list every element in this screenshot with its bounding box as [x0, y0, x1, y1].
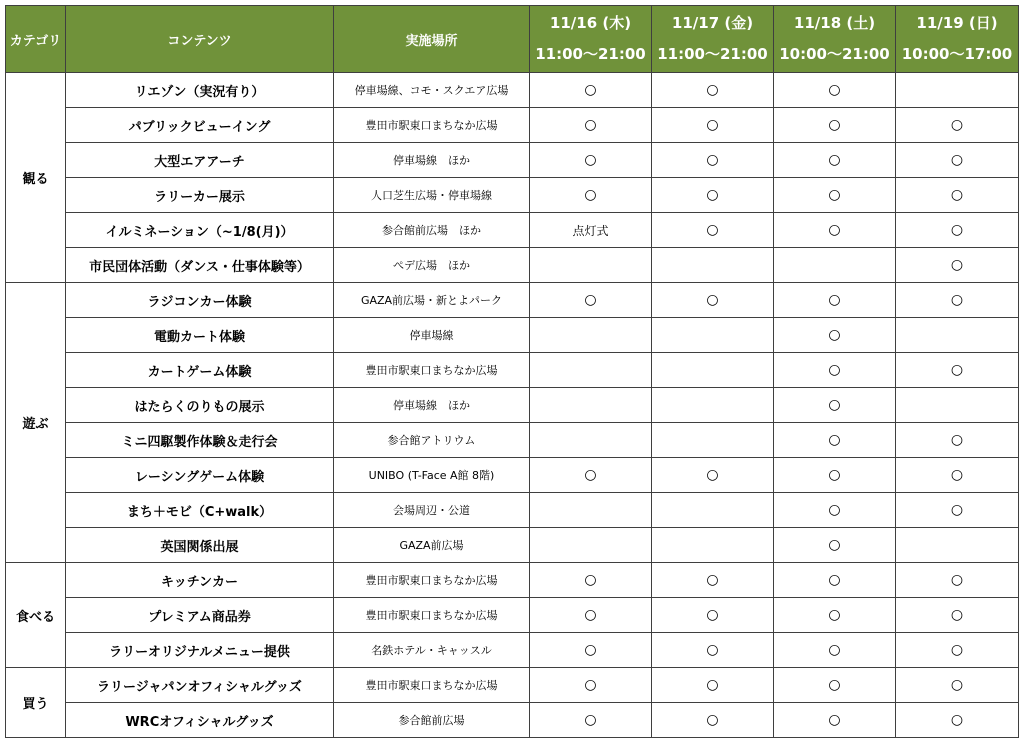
- table-row: [6, 598, 1019, 633]
- circle-mark: ○: [584, 117, 597, 133]
- day-1-mark: [530, 143, 652, 178]
- place-cell: 豊田市駅東口まちなか広場: [334, 563, 530, 598]
- place-cell: ぺデ広場 ほか: [334, 248, 530, 283]
- circle-mark: ○: [950, 117, 964, 133]
- day-2-mark: [652, 108, 774, 143]
- place-cell: GAZA前広場: [334, 528, 530, 563]
- day-2-mark: [652, 178, 774, 213]
- circle-mark: ○: [706, 152, 719, 168]
- table-row: [6, 633, 1019, 668]
- category-cell: 食べる: [6, 563, 66, 668]
- day-2-mark: [652, 283, 774, 318]
- place-cell: 名鉄ホテル・キャッスル: [334, 633, 530, 668]
- day-1-mark: [530, 703, 652, 738]
- day-3-mark: [774, 703, 896, 738]
- table-row: [6, 388, 1019, 423]
- day-2-mark: [652, 423, 774, 458]
- circle-mark: ○: [950, 642, 964, 658]
- day-3-mark: [774, 283, 896, 318]
- day-date: 11/17 (金): [671, 14, 754, 32]
- day-4-mark: [896, 668, 1019, 703]
- content-cell: パブリックビューイング: [66, 108, 334, 143]
- day-1-mark: [530, 528, 652, 563]
- day-4-mark: [896, 458, 1019, 493]
- header-row: [6, 6, 1019, 73]
- place-cell: UNIBO (T-Face A館 8階): [334, 458, 530, 493]
- circle-mark: ○: [828, 117, 841, 133]
- place-cell: 豊田市駅東口まちなか広場: [334, 598, 530, 633]
- day-1-mark: [530, 73, 652, 108]
- day-4-mark: [896, 73, 1019, 108]
- day-time: 10:00～17:00: [901, 45, 1013, 63]
- day-2-mark: [652, 703, 774, 738]
- day-1-mark: [530, 388, 652, 423]
- circle-mark: ○: [706, 82, 719, 98]
- circle-mark: ○: [950, 222, 964, 238]
- place-cell: 停車場線: [334, 318, 530, 353]
- day-4-mark: [896, 248, 1019, 283]
- table-row: [6, 423, 1019, 458]
- circle-mark: ○: [828, 82, 841, 98]
- day-time: 10:00～21:00: [779, 45, 890, 63]
- circle-mark: ○: [950, 152, 964, 168]
- circle-mark: ○: [828, 502, 841, 518]
- category-cell: 観る: [6, 73, 66, 283]
- circle-mark: ○: [828, 642, 841, 658]
- content-cell: イルミネーション（~1/8(月)）: [66, 213, 334, 248]
- circle-mark: ○: [950, 257, 964, 273]
- circle-mark: ○: [828, 432, 841, 448]
- circle-mark: ○: [828, 152, 841, 168]
- day-2-mark: [652, 633, 774, 668]
- day-3-mark: [774, 108, 896, 143]
- day-3-mark: [774, 528, 896, 563]
- place-cell: 参合館前広場: [334, 703, 530, 738]
- content-cell: WRCオフィシャルグッズ: [66, 703, 334, 738]
- mark-text: 点灯式: [572, 223, 609, 238]
- table-row: [6, 703, 1019, 738]
- day-2-mark: [652, 528, 774, 563]
- place-cell: 豊田市駅東口まちなか広場: [334, 108, 530, 143]
- circle-mark: ○: [828, 327, 841, 343]
- place-cell: 参合館前広場 ほか: [334, 213, 530, 248]
- day-4-mark: [896, 178, 1019, 213]
- circle-mark: ○: [828, 362, 841, 378]
- day-4-mark: [896, 143, 1019, 178]
- day-1-mark: [530, 458, 652, 493]
- table-row: [6, 213, 1019, 248]
- day-3-mark: [774, 493, 896, 528]
- day-date: 11/18 (土): [793, 14, 876, 32]
- header-category: カテゴリ: [6, 6, 66, 73]
- day-2-mark: [652, 143, 774, 178]
- day-2-mark: [652, 563, 774, 598]
- table-row: [6, 73, 1019, 108]
- day-2-mark: [652, 318, 774, 353]
- event-schedule-table: [5, 5, 1019, 738]
- circle-mark: ○: [950, 187, 964, 203]
- circle-mark: ○: [584, 187, 597, 203]
- circle-mark: ○: [828, 572, 841, 588]
- day-3-mark: [774, 388, 896, 423]
- table-row: [6, 563, 1019, 598]
- day-1-mark: [530, 108, 652, 143]
- day-2-mark: [652, 493, 774, 528]
- day-date: 11/19 (日): [916, 14, 998, 32]
- day-2-mark: [652, 388, 774, 423]
- day-1-mark: [530, 213, 652, 248]
- day-date: 11/16 (木): [549, 14, 632, 32]
- day-3-mark: [774, 213, 896, 248]
- circle-mark: ○: [584, 677, 597, 693]
- circle-mark: ○: [950, 712, 964, 728]
- header-day-2: [652, 6, 774, 73]
- day-3-mark: [774, 178, 896, 213]
- content-cell: 大型エアアーチ: [66, 143, 334, 178]
- day-1-mark: [530, 598, 652, 633]
- schedule-body: [6, 73, 1019, 738]
- day-4-mark: [896, 388, 1019, 423]
- category-cell: 遊ぶ: [6, 283, 66, 563]
- content-cell: ラリーオリジナルメニュー提供: [66, 633, 334, 668]
- table-row: [6, 248, 1019, 283]
- day-2-mark: [652, 598, 774, 633]
- table-row: [6, 353, 1019, 388]
- circle-mark: ○: [828, 467, 841, 483]
- day-4-mark: [896, 633, 1019, 668]
- circle-mark: ○: [706, 642, 719, 658]
- content-cell: ラリーカー展示: [66, 178, 334, 213]
- place-cell: 豊田市駅東口まちなか広場: [334, 353, 530, 388]
- circle-mark: ○: [828, 607, 841, 623]
- day-2-mark: [652, 248, 774, 283]
- content-cell: プレミアム商品券: [66, 598, 334, 633]
- day-3-mark: [774, 563, 896, 598]
- place-cell: 停車場線 ほか: [334, 388, 530, 423]
- day-3-mark: [774, 248, 896, 283]
- content-cell: ラジコンカー体験: [66, 283, 334, 318]
- content-cell: リエゾン（実況有り）: [66, 73, 334, 108]
- day-1-mark: [530, 563, 652, 598]
- day-1-mark: [530, 633, 652, 668]
- table-row: [6, 108, 1019, 143]
- circle-mark: ○: [950, 292, 964, 308]
- circle-mark: ○: [584, 572, 597, 588]
- content-cell: ミニ四駆製作体験＆走行会: [66, 423, 334, 458]
- circle-mark: ○: [584, 642, 597, 658]
- day-2-mark: [652, 73, 774, 108]
- circle-mark: ○: [828, 537, 841, 553]
- circle-mark: ○: [950, 432, 964, 448]
- circle-mark: ○: [706, 292, 719, 308]
- day-3-mark: [774, 668, 896, 703]
- circle-mark: ○: [706, 572, 719, 588]
- day-3-mark: [774, 353, 896, 388]
- table-row: [6, 458, 1019, 493]
- header-day-4: [896, 6, 1019, 73]
- day-1-mark: [530, 283, 652, 318]
- circle-mark: ○: [828, 677, 841, 693]
- day-3-mark: [774, 423, 896, 458]
- day-2-mark: [652, 458, 774, 493]
- place-cell: GAZA前広場・新とよパーク: [334, 283, 530, 318]
- day-1-mark: [530, 493, 652, 528]
- circle-mark: ○: [828, 292, 841, 308]
- day-3-mark: [774, 458, 896, 493]
- day-1-mark: [530, 423, 652, 458]
- circle-mark: ○: [584, 82, 597, 98]
- circle-mark: ○: [706, 607, 719, 623]
- day-3-mark: [774, 598, 896, 633]
- circle-mark: ○: [706, 187, 719, 203]
- table-row: [6, 668, 1019, 703]
- header-contents: コンテンツ: [66, 6, 334, 73]
- circle-mark: ○: [584, 712, 597, 728]
- circle-mark: ○: [950, 677, 964, 693]
- day-4-mark: [896, 493, 1019, 528]
- content-cell: 電動カート体験: [66, 318, 334, 353]
- content-cell: キッチンカー: [66, 563, 334, 598]
- content-cell: まち＋モビ（C+walk）: [66, 493, 334, 528]
- day-3-mark: [774, 633, 896, 668]
- day-1-mark: [530, 668, 652, 703]
- circle-mark: ○: [706, 222, 719, 238]
- circle-mark: ○: [950, 362, 964, 378]
- circle-mark: ○: [584, 152, 597, 168]
- circle-mark: ○: [706, 677, 719, 693]
- circle-mark: ○: [828, 397, 841, 413]
- day-4-mark: [896, 528, 1019, 563]
- day-3-mark: [774, 143, 896, 178]
- content-cell: カートゲーム体験: [66, 353, 334, 388]
- circle-mark: ○: [584, 607, 597, 623]
- content-cell: はたらくのりもの展示: [66, 388, 334, 423]
- table-row: [6, 528, 1019, 563]
- place-cell: 豊田市駅東口まちなか広場: [334, 668, 530, 703]
- day-4-mark: [896, 423, 1019, 458]
- table-row: [6, 143, 1019, 178]
- circle-mark: ○: [950, 502, 964, 518]
- table-row: [6, 493, 1019, 528]
- content-cell: 英国関係出展: [66, 528, 334, 563]
- circle-mark: ○: [950, 607, 964, 623]
- circle-mark: ○: [828, 222, 841, 238]
- content-cell: 市民団体活動（ダンス・仕事体験等）: [66, 248, 334, 283]
- header-day-1: [530, 6, 652, 73]
- day-4-mark: [896, 108, 1019, 143]
- circle-mark: ○: [950, 467, 964, 483]
- place-cell: 停車場線、コモ・スクエア広場: [334, 73, 530, 108]
- content-cell: ラリージャパンオフィシャルグッズ: [66, 668, 334, 703]
- place-cell: 停車場線 ほか: [334, 143, 530, 178]
- circle-mark: ○: [828, 187, 841, 203]
- circle-mark: ○: [706, 467, 719, 483]
- day-time: 11:00～21:00: [535, 45, 646, 63]
- circle-mark: ○: [950, 572, 964, 588]
- header-place: 実施場所: [334, 6, 530, 73]
- day-3-mark: [774, 73, 896, 108]
- day-4-mark: [896, 283, 1019, 318]
- day-4-mark: [896, 703, 1019, 738]
- day-4-mark: [896, 213, 1019, 248]
- day-3-mark: [774, 318, 896, 353]
- day-time: 11:00～21:00: [657, 45, 768, 63]
- day-4-mark: [896, 353, 1019, 388]
- circle-mark: ○: [706, 117, 719, 133]
- table-row: [6, 318, 1019, 353]
- place-cell: 会場周辺・公道: [334, 493, 530, 528]
- day-1-mark: [530, 318, 652, 353]
- circle-mark: ○: [584, 467, 597, 483]
- day-4-mark: [896, 318, 1019, 353]
- day-4-mark: [896, 598, 1019, 633]
- place-cell: 人口芝生広場・停車場線: [334, 178, 530, 213]
- circle-mark: ○: [828, 712, 841, 728]
- day-2-mark: [652, 213, 774, 248]
- day-4-mark: [896, 563, 1019, 598]
- day-2-mark: [652, 353, 774, 388]
- circle-mark: ○: [706, 712, 719, 728]
- content-cell: レーシングゲーム体験: [66, 458, 334, 493]
- table-row: [6, 283, 1019, 318]
- table-row: [6, 178, 1019, 213]
- header-day-3: [774, 6, 896, 73]
- place-cell: 参合館アトリウム: [334, 423, 530, 458]
- day-1-mark: [530, 353, 652, 388]
- circle-mark: ○: [584, 292, 597, 308]
- day-1-mark: [530, 248, 652, 283]
- day-2-mark: [652, 668, 774, 703]
- day-1-mark: [530, 178, 652, 213]
- category-cell: 買う: [6, 668, 66, 738]
